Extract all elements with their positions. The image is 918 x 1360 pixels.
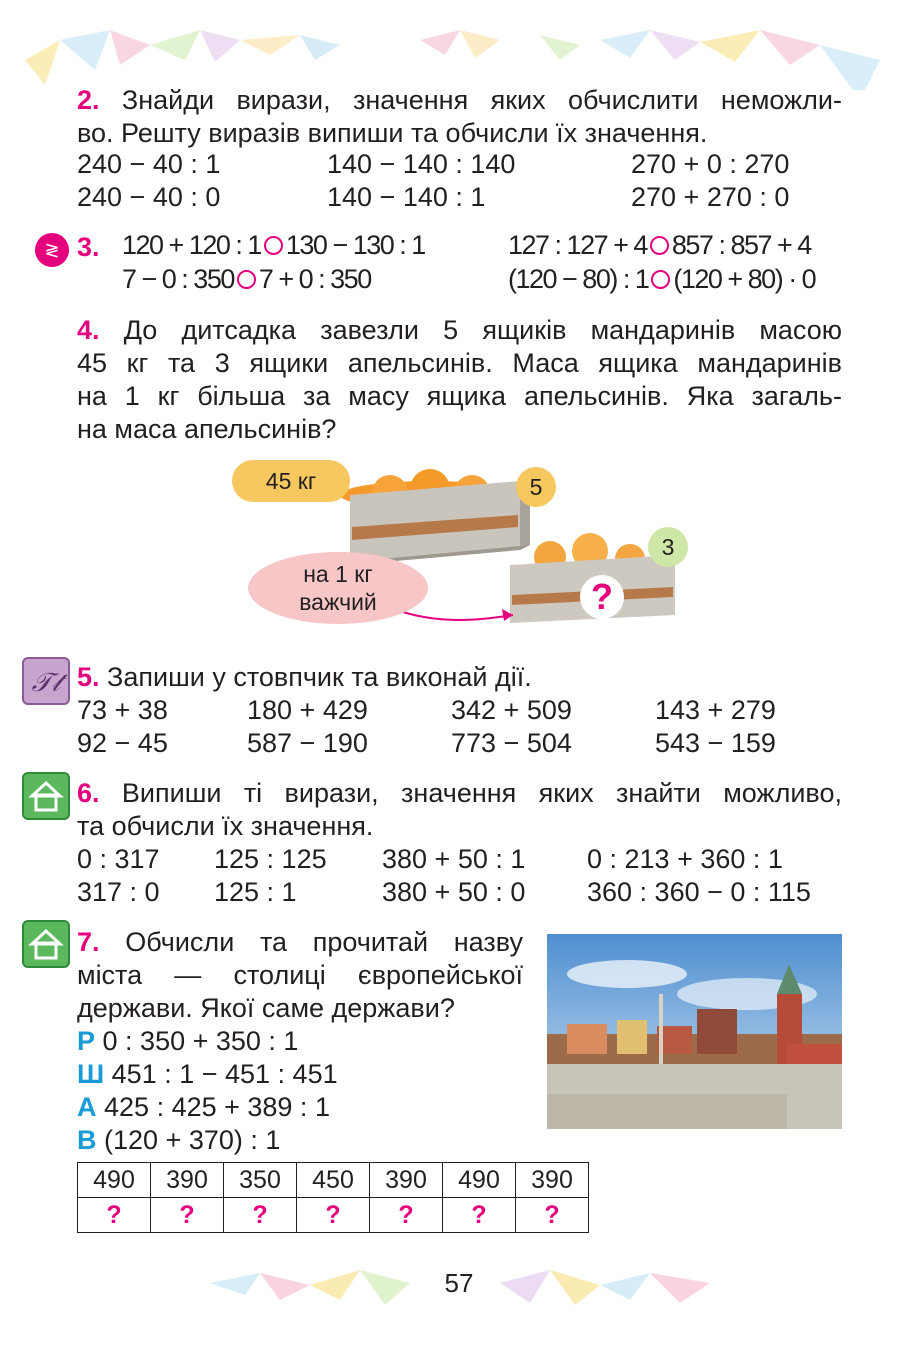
expression: 0 : 213 + 360 : 1 — [587, 844, 783, 874]
expression: 92 − 45 — [77, 728, 168, 758]
table-cell-value: 490 — [443, 1163, 516, 1198]
table-row — [78, 1198, 589, 1233]
table-cell-value: 450 — [297, 1163, 370, 1198]
expression: 0 : 317 — [77, 844, 160, 874]
task-6-row-1 — [77, 843, 783, 876]
task-text: Обчисли та прочитай назву — [125, 927, 523, 957]
code-letter: Р — [77, 1026, 96, 1056]
code-letter: В — [77, 1125, 97, 1155]
home-icon — [22, 920, 70, 968]
task-3-row-2-right — [508, 264, 815, 295]
expression: 451 : 1 − 451 : 451 — [111, 1059, 338, 1089]
count-label: 3 — [661, 534, 675, 560]
mass-label: 45 кг — [265, 468, 317, 494]
table-cell-value: 390 — [370, 1163, 443, 1198]
task-6-row-2 — [77, 876, 811, 909]
table-row — [78, 1163, 589, 1198]
task-5-row-1 — [77, 694, 776, 727]
table-cell-answer[interactable]: ? — [151, 1198, 224, 1233]
city-photo — [547, 934, 842, 1129]
heavier-label-line: важчий — [299, 589, 377, 615]
page-number: 57 — [444, 1268, 474, 1298]
expression: 0 : 350 + 350 : 1 — [102, 1026, 299, 1056]
mass-label-bubble — [232, 460, 350, 502]
task-number: 4. — [77, 315, 100, 345]
expression: 73 + 38 — [77, 695, 168, 725]
task-number: 6. — [77, 778, 100, 808]
task-text: До дитсадка завезли 5 ящиків мандаринів масою — [123, 315, 842, 345]
task-2-row-1 — [77, 148, 789, 181]
table-cell-answer[interactable]: ? — [224, 1198, 297, 1233]
task-3-row-2-left — [122, 264, 371, 295]
count-label: 5 — [529, 474, 543, 500]
code-item-r — [77, 1025, 298, 1058]
expression: 240 − 40 : 0 — [77, 182, 221, 212]
expression: 317 : 0 — [77, 877, 160, 907]
task-2-line-2: во. Решту виразів випиши та обчисли їх значення. — [77, 118, 708, 148]
expression: 240 − 40 : 1 — [77, 149, 221, 179]
table-cell-answer[interactable]: ? — [516, 1198, 589, 1233]
task-text: Знайди вирази, значення яких обчислити неможли- — [121, 85, 842, 115]
task-4-line-2: 45 кг та 3 ящики апельсинів. Маса ящика мандаринів — [77, 348, 842, 378]
table-cell-answer[interactable]: ? — [297, 1198, 370, 1233]
code-item-v — [77, 1124, 280, 1157]
table-cell-value: 390 — [516, 1163, 589, 1198]
home-icon — [22, 772, 70, 820]
task-6-line-1 — [77, 777, 842, 810]
expression: 7 − 0 : 350 — [122, 264, 234, 294]
expression: 857 : 857 + 4 — [671, 230, 811, 260]
expression: 140 − 140 : 1 — [327, 182, 486, 212]
task-5-row-2 — [77, 727, 776, 760]
heavier-label-bubble — [248, 552, 428, 624]
expression: 270 + 0 : 270 — [631, 149, 790, 179]
task-2-row-2 — [77, 181, 789, 214]
task-7-line-1 — [77, 926, 523, 959]
expression: 270 + 270 : 0 — [631, 182, 790, 212]
expression: 120 + 120 : 1 — [122, 230, 261, 260]
expression: (120 + 80) · 0 — [673, 264, 816, 294]
task-number: 5. — [77, 662, 100, 692]
code-item-sh — [77, 1058, 338, 1091]
expression: 180 + 429 — [247, 695, 368, 725]
answer-table — [77, 1162, 589, 1233]
compare-circle[interactable] — [651, 270, 670, 289]
compare-circle[interactable] — [264, 236, 283, 255]
table-cell-answer[interactable]: ? — [78, 1198, 151, 1233]
table-cell-answer[interactable]: ? — [443, 1198, 516, 1233]
code-letter: Ш — [77, 1059, 105, 1089]
count-3-badge — [648, 527, 688, 567]
unknown-mass-question: ? — [580, 575, 624, 619]
task-5-heading — [77, 661, 532, 694]
expression: 773 − 504 — [451, 728, 572, 758]
count-5-badge — [516, 467, 556, 507]
task-4-line-3: на 1 кг більша за масу ящика апельсинів. Яка загаль- — [77, 381, 842, 411]
task-7-line-3: держави. Якої саме держави? — [77, 993, 455, 1023]
task-6-line-2: та обчисли їх значення. — [77, 811, 374, 841]
expression: 130 − 130 : 1 — [285, 230, 425, 260]
expression: 342 + 509 — [451, 695, 572, 725]
task-3-row-1-left — [122, 230, 425, 261]
pencil-icon — [22, 657, 70, 705]
task-3-number: 3. — [77, 232, 100, 262]
expression: (120 + 370) : 1 — [104, 1125, 281, 1155]
expression: (120 − 80) : 1 — [508, 264, 649, 294]
expression: 587 − 190 — [247, 728, 368, 758]
expression: 380 + 50 : 1 — [382, 844, 526, 874]
expression: 543 − 159 — [655, 728, 776, 758]
compare-circle[interactable] — [237, 270, 256, 289]
task-4-line-4: на маса апельсинів? — [77, 414, 337, 444]
expression: 360 : 360 − 0 : 115 — [587, 877, 811, 907]
task-text: Випиши ті вирази, значення яких знайти можливо, — [121, 778, 842, 808]
task-number: 2. — [77, 85, 100, 115]
top-decoration — [0, 0, 918, 90]
expression: 127 : 127 + 4 — [508, 230, 647, 260]
table-cell-value: 490 — [78, 1163, 151, 1198]
task-number: 7. — [77, 927, 100, 957]
expression: 125 : 1 — [214, 877, 297, 907]
task-4-line-1 — [77, 314, 842, 347]
heavier-label-line: на 1 кг — [303, 561, 373, 587]
expression: 125 : 125 — [214, 844, 327, 874]
svg-text:≷: ≷ — [44, 240, 60, 261]
expression: 7 + 0 : 350 — [258, 264, 371, 294]
expression: 425 : 425 + 389 : 1 — [104, 1092, 330, 1122]
table-cell-value: 350 — [224, 1163, 297, 1198]
svg-text:𝒯𝓉: 𝒯𝓉 — [31, 668, 61, 698]
table-cell-value: 390 — [151, 1163, 224, 1198]
task-7-line-2: міста — столиці європейської — [77, 960, 523, 990]
compare-icon — [33, 231, 71, 269]
task-3-row-1-right — [508, 230, 811, 261]
code-letter: А — [77, 1092, 97, 1122]
compare-circle[interactable] — [650, 236, 669, 255]
task-2-line-1 — [77, 84, 842, 117]
table-cell-answer[interactable]: ? — [370, 1198, 443, 1233]
expression: 380 + 50 : 0 — [382, 877, 526, 907]
expression: 140 − 140 : 140 — [327, 149, 516, 179]
task-text: Запиши у стовпчик та виконай дії. — [107, 662, 532, 692]
code-item-a — [77, 1091, 330, 1124]
expression: 143 + 279 — [655, 695, 776, 725]
